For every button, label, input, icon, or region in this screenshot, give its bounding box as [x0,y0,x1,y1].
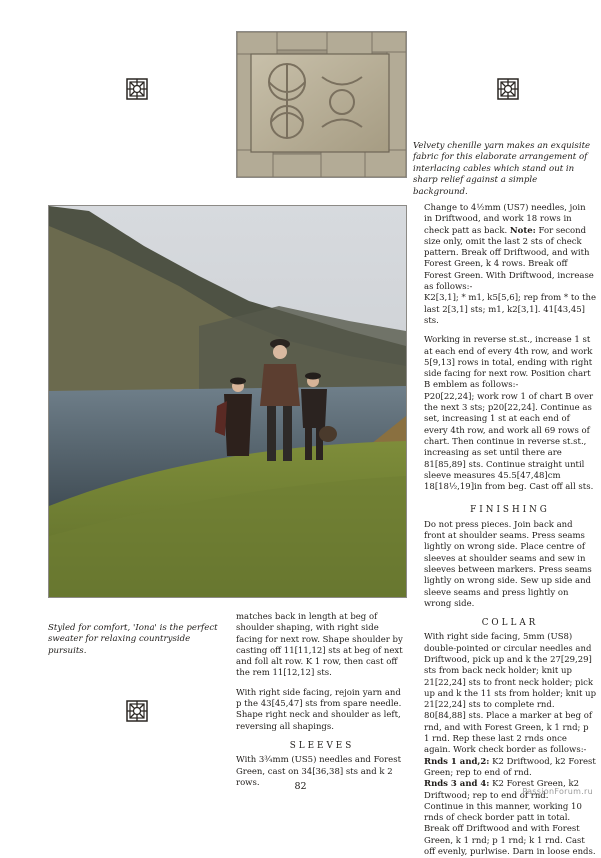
middle-para-1: matches back in length at beg of shoulder shaping, with right side facing for next row. Shape shoulder by casting off 11[11,12] sts at beg of next and foll alt row. K 1 row, then cast off the rem 11[12,12] sts. [236,612,403,679]
top-caption: Velvety chenille yarn makes an exquisite fabric for this elaborate arrangement of interlacing cables which stand out in sharp relief against a simple background. [413,141,591,197]
rnds-1-2: Rnds 1 and,2: K2 Driftwood, k2 Forest Green; rep to end of rnd. [424,756,596,778]
collar-heading: COLLAR [481,618,539,629]
right-para-2: Working in reverse st.st., increase 1 st at each end of every 4th row, and work 5[9,13] rows in total, ending with right side facing for next row. Position chart B emblem as follows:- P20[22,24]; work row 1 of chart B over the next 3 sts; p20[22,24]. Continue as set, increasing 1 st at each end of every 4th row, and work all 69 rows of chart. Then continue in reverse st.st., increasing as set until there are 81[85,89] sts. Continue straight until sleeve measures 45.5[47,48]cm 18[18½,19]in from beg. Cast off all sts. [424,335,594,493]
collar-text: With right side facing, 5mm (US8) double-pointed or circular needles and Driftwood, pick up and k the 27[29,29] sts from back neck holder; knit up 21[22,24] sts to front neck holder; pick up and k the 11 sts from holder; knit up 21[22,24] sts to complete rnd. 80[84,88] sts. Place a marker at beg of rnd, and with Forest Green, k 1 rnd; p 1 rnd. Rep these last 2 rnds once again. Work check border as follows:- [424,632,597,756]
celtic-knot-icon [126,78,148,100]
rnds-3-4: Rnds 3 and 4: K2 Forest Green, k2 Driftwood; rep to end of rnd. Continue in this manner, working 10 rnds of check border patt in total. Break off Driftwood and with Forest Green, k 1 rnd; p 1 rnd; k 1 rnd. Cast off evenly, purlwise. Darn in loose ends. [424,779,596,858]
watermark: PassionForum.ru [522,787,593,796]
celtic-knot-icon [497,78,519,100]
right-column [424,203,596,858]
lakeside-family-photo [48,205,407,598]
right-para-1: Change to 4½mm (US7) needles, join in Driftwood, and work 18 rows in check patt as back. Note: For second size only, omit the last 2 sts of check pattern. Break off Driftwood, and with Forest Green, k 4 rows. Break off Forest Green. With Driftwood, increase as follows:- K2[3,1]; * m1, k5[5,6]; rep from * to the last 2[3,1] sts; m1, k2[3,1]. 41[43,45] sts. [424,203,597,326]
note-label: Note: [509,225,536,236]
sleeves-heading: SLEEVES [289,740,355,751]
page-number: 82 [294,781,307,792]
sleeves-text: With 3¾mm (US5) needles and Forest Green, cast on 34[36,38] sts and k 2 rows. [236,755,401,788]
celtic-knot-icon [126,700,148,722]
finishing-heading: FINISHING [470,505,550,516]
middle-column [236,612,408,789]
finishing-text: Do not press pieces. Join back and front at shoulder seams. Press seams lightly on wrong side. Place centre of sleeves at shoulder seams and sew in sleeves between markers. Press seams lightly on wrong side. Sew up side and sleeve seams and press lightly on wrong side. [424,519,592,609]
middle-para-2: With right side facing, rejoin yarn and p the 43[45,47] sts from spare needle. Shape right neck and shoulder as left, reversing all shapings. [236,687,402,732]
photo-caption: Styled for comfort, 'Iona' is the perfect sweater for relaxing countryside pursuits. [48,623,218,656]
carved-stone-photo [236,31,407,178]
